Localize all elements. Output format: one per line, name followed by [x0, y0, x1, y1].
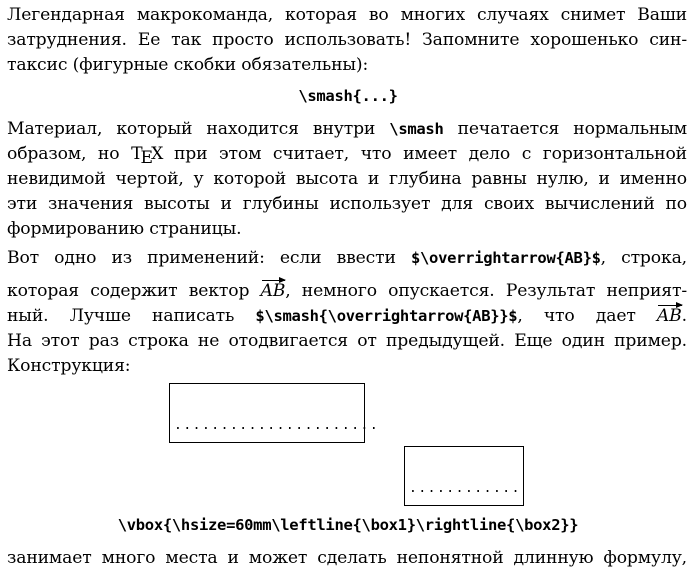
paragraph-2-line-2: [7, 142, 687, 167]
text-segment: при этом считает, что имеет дело с горизонтальной: [162, 144, 687, 164]
paragraph-2-line-3: невидимой чертой, у которой высота и глубина равны нулю, и именно: [7, 169, 687, 189]
text-segment: печатается нормальным: [443, 119, 687, 139]
code-smash: \smash{...}: [298, 87, 398, 105]
inline-code: $\smash{\overrightarrow{AB}}$: [255, 307, 518, 325]
paragraph-3-line-3: [7, 304, 687, 329]
text-segment: .: [681, 306, 687, 326]
paragraph-1-line-2: затруднения. Ее так просто использовать! Запомните хорошенько син-: [7, 30, 687, 50]
text-segment: , что дает: [517, 306, 657, 326]
code-vbox: \vbox{\hsize=60mm\leftline{\box1}\rightline{\box2}}: [117, 516, 579, 534]
paragraph-2-line-4: эти значения высоты и глубины использует для своих вычислений по: [7, 194, 687, 214]
paragraph-3-line-1: [7, 246, 687, 271]
paragraph-4-line-1: занимает много места и может сделать непонятной длинную формулу,: [7, 548, 687, 568]
tex-logo: [131, 144, 163, 168]
box1-illustration: [169, 383, 380, 443]
text-segment: ный. Лучше написать: [7, 306, 256, 326]
text-segment: Вот одно из применений: если ввести: [7, 248, 411, 268]
box1-dots: ......................: [174, 418, 380, 433]
paragraph-1-line-3: таксис (фигурные скобки обязательны):: [7, 55, 369, 75]
text-segment: которая содержит вектор: [7, 281, 261, 301]
paragraph-1-line-1: Легендарная макрокоманда, которая во многих случаях снимет Ваши: [7, 5, 687, 25]
paragraph-3-line-2: [7, 279, 687, 304]
text-segment: , немного опускается. Результат неприят-: [285, 281, 687, 301]
vector-ab: AB: [261, 279, 286, 304]
inline-code: $\overrightarrow{AB}$: [410, 249, 601, 267]
vector-ab: AB: [657, 304, 682, 329]
paragraph-3-line-5: Конструкция:: [7, 356, 131, 376]
tex-logo-x: X: [151, 144, 163, 164]
paragraph-2-line-1: [7, 117, 687, 142]
text-segment: , строка,: [600, 248, 687, 268]
tex-logo-t: T: [131, 144, 142, 164]
box2-dots: ............: [409, 481, 521, 496]
box2-illustration: [404, 446, 524, 506]
paragraph-2-line-5: формированию страницы.: [7, 219, 242, 239]
paragraph-3-line-4: На этот раз строка не отодвигается от предыдущей. Еще один пример.: [7, 331, 687, 351]
text-segment: образом, но: [7, 144, 132, 164]
inline-code: \smash: [389, 120, 444, 138]
text-segment: Материал, который находится внутри: [7, 119, 390, 139]
tex-logo-e: E: [140, 148, 153, 168]
